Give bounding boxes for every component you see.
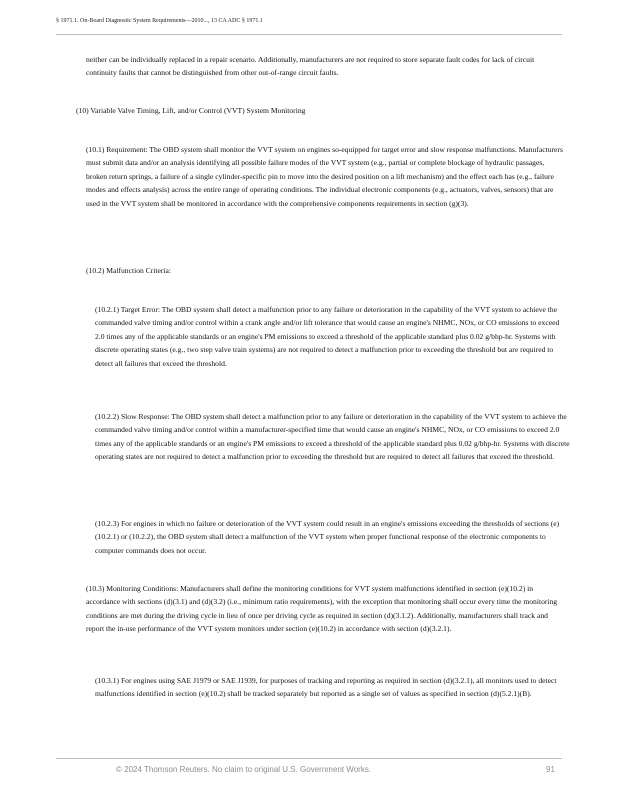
- section-heading-10: (10) Variable Valve Timing, Lift, and/or Control (VVT) System Monitoring: [76, 106, 306, 115]
- footer-divider: [56, 758, 562, 759]
- page-number: 91: [546, 765, 555, 774]
- header-divider: [56, 34, 562, 35]
- continuation-paragraph: neither can be individually replaced in a repair scenario. Additionally, manufacturers are not required to store separate fault codes for lack of circuit continuity faults that cannot be distinguished from other out-of-range circuit faults.: [86, 55, 535, 78]
- paragraph-10-3-1: (10.3.1) For engines using SAE J1979 or SAE J1939, for purposes of tracking and reporting as required in section (d)(3.2.1), all monitors used to detect malfunctions identified in section (e)(10.2) shall be tracked separately but reported as a single set of values as specified in section (d)(5.2.1)(B).: [95, 676, 557, 699]
- paragraph-10-1: (10.1) Requirement: The OBD system shall monitor the VVT system on engines so-equipped for target error and slow response malfunctions. Manufacturers must submit data and/or an analysis identifying all possible failure modes of the VVT system (e.g., partial or complete blockage of hydraulic passages, broken return springs, a failure of a single cylinder-specific pin to move into the desired position on a lift mechanism) and the effect each has (e.g., failure modes and effects analysis) across the entire range of operating conditions. The individual electronic components (e.g., actuators, valves, sensors) that are used in the VVT system shall be monitored in accordance with the comprehensive components requirements in section (g)(3).: [86, 145, 563, 208]
- paragraph-10-2-2: (10.2.2) Slow Response: The OBD system shall detect a malfunction prior to any failure or deterioration in the capability of the VVT system to achieve the commanded valve timing and/or control within a manufacturer-specified time that would cause an engine's NHMC, NOx, or CO emissions to exceed 2.0 times any of the applicable standards or an engine's PM emissions to exceed a threshold of the applicable standard plus 0.02 g/bhp-hr. Systems with discrete operating states are not required to detect a malfunction prior to exceeding the threshold but are required to detect all failures that exceed the threshold.: [95, 412, 570, 462]
- running-header: § 1971.1. On-Board Diagnostic System Requirements—2010..., 13 CA ADC § 1971.1: [56, 18, 263, 24]
- copyright-notice: © 2024 Thomson Reuters. No claim to original U.S. Government Works.: [116, 765, 372, 774]
- subheading-10-2: (10.2) Malfunction Criteria:: [86, 266, 171, 275]
- paragraph-10-3: (10.3) Monitoring Conditions: Manufacturers shall define the monitoring conditions for VVT system malfunctions identified in section (e)(10.2) in accordance with sections (d)(3.1) and (d)(3.2) (i.e., minimum ratio requirements), with the exception that monitoring shall occur every time the monitoring conditions are met during the driving cycle in lieu of once per driving cycle as required in section (d)(3.1.2). Additionally, manufacturers shall track and report the in-use performance of the VVT system monitors under section (e)(10.2) in accordance with section (d)(3.2.1).: [86, 584, 558, 634]
- paragraph-10-2-1: (10.2.1) Target Error: The OBD system shall detect a malfunction prior to any failure or deterioration in the capability of the VVT system to achieve the commanded valve timing and/or control within a crank angle and/or lift tolerance that would cause an engine's NHMC, NOx, or CO emissions to exceed 2.0 times any of the applicable standards or an engine's PM emissions to exceed a threshold of the applicable standard plus 0.02 g/bhp-hr. Systems with discrete operating states (e.g., two step valve train systems) are not required to detect a malfunction prior to exceeding the threshold but are required to detect all failures that exceed the threshold.: [95, 305, 560, 368]
- paragraph-10-2-3: (10.2.3) For engines in which no failure or deterioration of the VVT system could result in an engine's emissions exceeding the thresholds of sections (e)(10.2.1) or (10.2.2), the OBD system shall detect a malfunction of the VVT system when proper functional response of the electronic components to computer commands does not occur.: [95, 519, 560, 555]
